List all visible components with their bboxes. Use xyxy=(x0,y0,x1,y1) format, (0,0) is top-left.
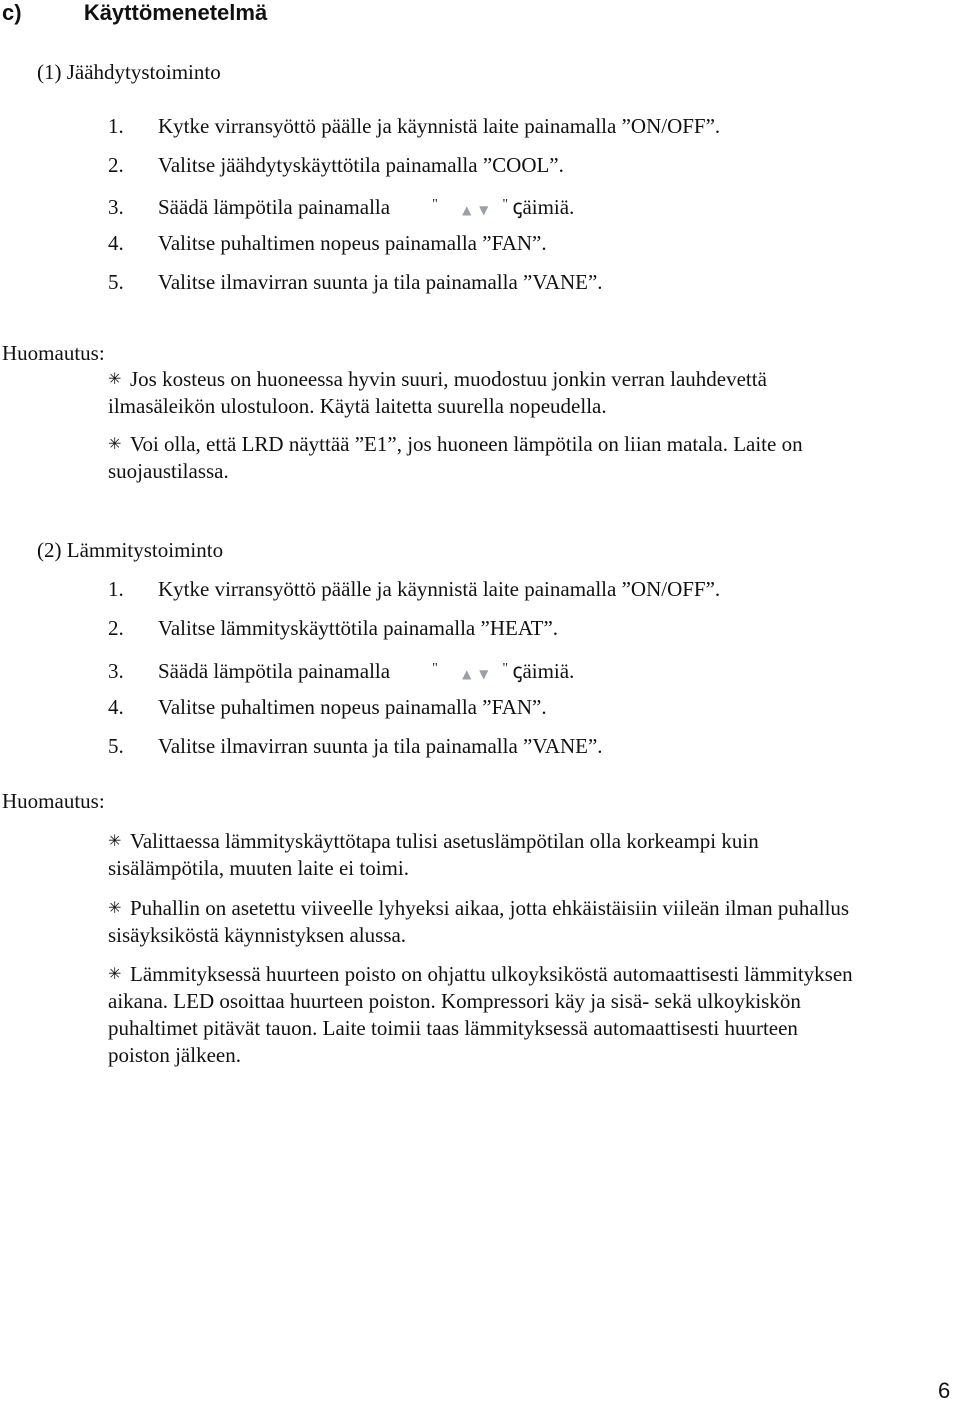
heating-note-1: ✳ Valittaessa lämmityskäyttötapa tulisi asetuslämpötilan olla korkeampi kuin sisälämpötila, muuten laite ei toimi. xyxy=(108,829,759,880)
cooling-step-4: 4. Valitse puhaltimen nopeus painamalla ”FAN”. xyxy=(108,231,547,255)
heating-step-2: 2. Valitse lämmityskäyttötila painamalla ”HEAT”. xyxy=(108,616,559,640)
cooling-step-3: 3. Säädä lämpötila painamalla " ▲ ▼ " ꞔäimiä. xyxy=(108,191,574,224)
heating-note-2: ✳ Puhallin on asetettu viiveelle lyhyeksi aikaa, jotta ehkäistäisiin viileän ilman puhallus sisäyksiköstä käynnistyksen alussa. xyxy=(108,896,850,947)
asterisk-icon: ✳ xyxy=(108,369,122,388)
section-letter: c) xyxy=(2,0,22,25)
cooling-title: (1) Jäähdytystoiminto xyxy=(37,60,221,84)
section-heading xyxy=(2,0,267,26)
heating-note-3: ✳ Lämmityksessä huurteen poisto on ohjattu ulkoyksiköstä automaattisesti lämmityksen aikana. LED osoittaa huurteen poiston. Kompressori käy ja sisä- sekä ulkoykiskön puhaltimet pitävät tauon. Laite toimii taas lämmityksessä automaattisesti huurteen poiston jälkeen. xyxy=(108,962,853,1067)
note-label-cooling: Huomautus: xyxy=(2,341,105,365)
cooling-step-1: 1. Kytke virransyöttö päälle ja käynnistä laite painamalla ”ON/OFF”. xyxy=(108,114,721,138)
heating-step-5: 5. Valitse ilmavirran suunta ja tila painamalla ”VANE”. xyxy=(108,734,603,758)
note-label-heating: Huomautus: xyxy=(2,789,105,813)
broken-glyph-icon: " xyxy=(432,661,438,676)
cooling-step-5: 5. Valitse ilmavirran suunta ja tila painamalla ”VANE”. xyxy=(108,270,603,294)
asterisk-icon: ✳ xyxy=(108,898,122,917)
heating-step-4: 4. Valitse puhaltimen nopeus painamalla ”FAN”. xyxy=(108,695,547,719)
asterisk-icon: ✳ xyxy=(108,831,122,850)
section-title: Käyttömenetelmä xyxy=(83,0,268,25)
page-number: 6 xyxy=(938,1378,951,1403)
cooling-note-1: ✳ Jos kosteus on huoneessa hyvin suuri, muodostuu jonkin verran lauhdevettä ilmasäleikön ulostuloon. Käytä laitetta suurella nopeudella. xyxy=(108,367,767,418)
arrow-buttons-garbled: ▲ ▼ xyxy=(462,203,491,217)
broken-glyph-icon: " xyxy=(502,661,509,676)
heating-step-3: 3. Säädä lämpötila painamalla " ▲ ▼ " ꞔäimiä. xyxy=(108,655,574,688)
asterisk-icon: ✳ xyxy=(108,434,122,453)
heating-step-1: 1. Kytke virransyöttö päälle ja käynnistä laite painamalla ”ON/OFF”. xyxy=(108,577,721,601)
asterisk-icon: ✳ xyxy=(108,964,122,983)
arrow-buttons-garbled: ▲ ▼ xyxy=(462,667,491,681)
broken-glyph-icon: " xyxy=(432,197,438,212)
cooling-step-2: 2. Valitse jäähdytyskäyttötila painamalla ”COOL”. xyxy=(108,153,564,177)
cooling-note-2: ✳ Voi olla, että LRD näyttää ”E1”, jos huoneen lämpötila on liian matala. Laite on suojaustilassa. xyxy=(108,432,803,483)
broken-glyph-icon: " xyxy=(502,197,509,212)
heating-title: (2) Lämmitystoiminto xyxy=(37,538,224,562)
